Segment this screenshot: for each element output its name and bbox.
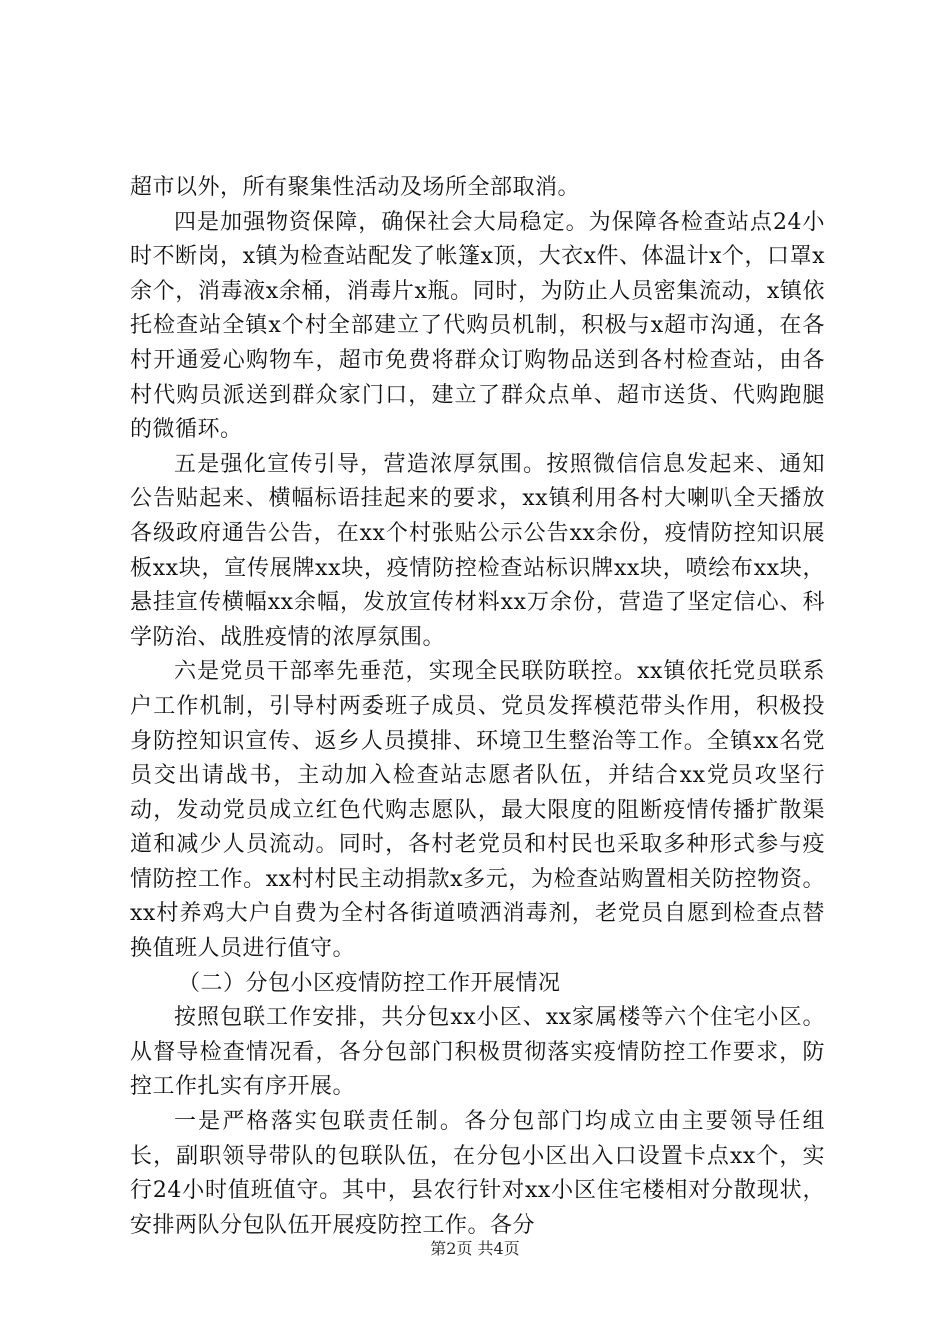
section-heading: （二）分包小区疫情防控工作开展情况 [178,970,561,996]
paragraph-continuation: 超市以外，所有聚集性活动及场所全部取消。 [130,175,581,200]
paragraph-material-supply: 四是加强物资保障，确保社会大局稳定。为保障各检查站点24小时不断岗，x镇为检查站配发了帐篷x顶，大衣x件、体温计x个，口罩x余个，消毒液x余桶，消毒片x瓶。同时，为防止人员密集流动，x镇依托检查站全镇x个村全部建立了代购员机制，积极与x超市沟通，在各村开通爱心购物车，超市免费将群众订购物品送到各村检查站，由各村代购员派送到群众家门口，建立了群众点单、超市送货、代购跑腿的微循环。 [130,209,825,443]
paragraph-publicity: 五是强化宣传引导，营造浓厚氛围。按照微信信息发起来、通知公告贴起来、横幅标语挂起来的要求，xx镇利用各村大喇叭全天播放各级政府通告公告，在xx个村张贴公示公告xx余份，疫情防控知识展板xx块，宣传展牌xx块，疫情防控检查站标识牌xx块，喷绘布xx块，悬挂宣传横幅xx余幅，发放宣传材料xx万余份，营造了坚定信心、科学防治、战胜疫情的浓厚氛围。 [130,451,825,650]
document-body [130,171,825,1243]
paragraph-responsibility: 一是严格落实包联责任制。各分包部门均成立由主要领导任组长，副职领导带队的包联队伍，在分包小区出入口设置卡点xx个，实行24小时值班值守。其中，县农行针对xx小区住宅楼相对分散现状，安排两队分包队伍开展疫防控工作。各分 [130,1109,825,1238]
paragraph-party-members: 六是党员干部率先垂范，实现全民联防联控。xx镇依托党员联系户工作机制，引导村两委班子成员、党员发挥模范带头作用，积极投身防控知识宣传、返乡人员摸排、环境卫生整治等工作。全镇xx名党员交出请战书，主动加入检查站志愿者队伍，并结合xx党员攻坚行动，发动党员成立红色代购志愿队，最大限度的阻断疫情传播扩散渠道和减少人员流动。同时，各村老党员和村民也采取多种形式参与疫情防控工作。xx村村民主动捐款x多元，为检查站购置相关防控物资。xx村养鸡大户自费为全村各街道喷洒消毒剂，老党员自愿到检查点替换值班人员进行值守。 [130,659,825,962]
page-footer: 第2页 共4页 [430,1239,520,1258]
paragraph-community-overview: 按照包联工作安排，共分包xx小区、xx家属楼等六个住宅小区。从督导检查情况看，各分包部门积极贯彻落实疫情防控工作要求，防控工作扎实有序开展。 [130,1005,825,1100]
